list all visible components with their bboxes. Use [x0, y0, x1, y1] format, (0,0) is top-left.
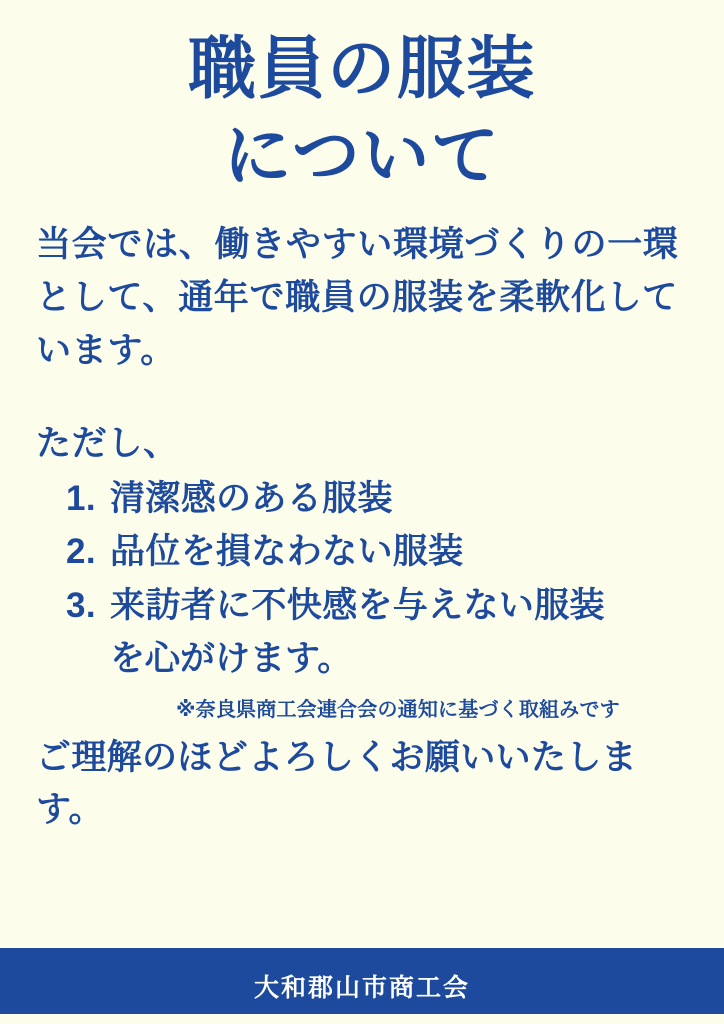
- list-continuation: を心がけます。: [110, 638, 353, 678]
- organization-name: 大和郡山市商工会: [253, 974, 470, 1002]
- list-item: [36, 579, 688, 632]
- title-line-2: について: [223, 118, 501, 195]
- list-item-label: 清潔感のある服装: [110, 479, 393, 519]
- list-item-number: 1.: [66, 479, 96, 519]
- list-item-number: 2.: [66, 532, 96, 572]
- footer-banner: [0, 948, 724, 1024]
- source-note: ※奈良県商工会連合会の通知に基づく取組みです: [176, 698, 620, 721]
- list-item-number: 3.: [66, 585, 96, 625]
- list-item: [36, 472, 688, 525]
- list-item: [36, 525, 688, 578]
- paragraph-spacer: [36, 378, 688, 414]
- conditions-list: [36, 472, 688, 632]
- intro-paragraph: 当会では、働きやすい環境づくりの一環として、通年で職員の服装を柔軟化しています。: [36, 225, 679, 371]
- list-item-label: 来訪者に不快感を与えない服装: [110, 585, 605, 625]
- conditions-lead: ただし、: [36, 423, 179, 463]
- closing-paragraph: ご理解のほどよろしくお願いいたします。: [36, 737, 637, 830]
- page-title: [0, 0, 724, 200]
- title-line-1: 職員の服装: [187, 31, 536, 107]
- poster-body: [0, 200, 724, 837]
- list-item-label: 品位を損なわない服装: [110, 532, 464, 572]
- footer-bottom-strip: [0, 1014, 724, 1024]
